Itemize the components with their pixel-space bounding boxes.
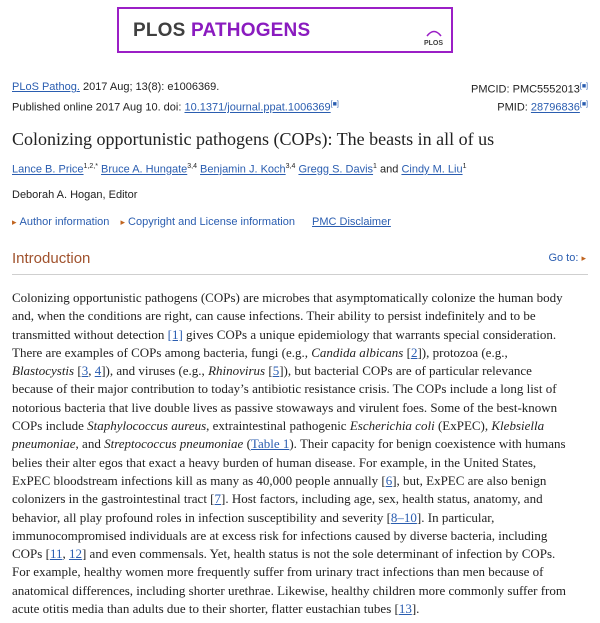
italic-term: Rhinovirus	[208, 363, 266, 379]
paragraph-text: ]), protozoa (e.g.,	[417, 344, 508, 360]
logo-plos-text: PLOS	[133, 20, 186, 41]
published-line	[12, 98, 339, 115]
paragraph-line	[12, 545, 590, 563]
copyright-license-toggle[interactable]: Copyright and License information	[128, 216, 295, 228]
paragraph-line	[12, 307, 590, 325]
italic-term: Staphylococcus aureus	[87, 418, 207, 434]
journal-banner[interactable]	[117, 7, 453, 53]
journal-logo	[133, 20, 310, 42]
author-affiliation-sup: 1,2,*	[83, 163, 98, 170]
external-link-icon: [■]	[579, 101, 588, 108]
paragraph-text: [	[74, 363, 82, 379]
paragraph-text: because of their major contribution to today’s antibiotic resistance crisis. The COPs include a long list of	[12, 381, 557, 397]
paragraph-text: transmitted without detection	[12, 326, 168, 342]
chevron-right-icon: ▸	[581, 253, 586, 263]
author-link[interactable]: Bruce A. Hungate	[101, 163, 188, 176]
reference-link[interactable]: Table 1	[250, 436, 290, 452]
italic-term: Escherichia coli	[349, 418, 435, 434]
paragraph-line	[12, 454, 590, 472]
italic-term: pneumoniae	[12, 436, 76, 452]
paragraph-text: colonizers in the gastrointestinal tract [	[12, 491, 215, 507]
reference-link[interactable]: 11	[49, 546, 63, 562]
author-information-toggle[interactable]: Author information	[19, 216, 110, 228]
external-link-icon: [■]	[579, 83, 588, 90]
pmid-link[interactable]: 28796836	[530, 101, 580, 114]
editor-line: Deborah A. Hogan, Editor	[12, 189, 138, 201]
paragraph-line	[12, 344, 590, 362]
paragraph-text: behavior, all play profound roles in infection susceptibility and severity [	[12, 509, 391, 525]
pmid-label: PMID:	[497, 101, 531, 114]
author-link[interactable]: Lance B. Price	[12, 163, 84, 176]
paragraph-text: [	[403, 344, 411, 360]
paragraph-text: There are examples of COPs among bacteria, fungi (e.g.,	[12, 344, 312, 360]
paragraph-text: ,	[62, 546, 69, 562]
journal-link[interactable]: PLoS Pathog.	[12, 81, 80, 93]
author-link[interactable]: Gregg S. Davis	[298, 163, 374, 176]
author-affiliation-sup: 1	[373, 163, 377, 170]
paragraph-line	[12, 380, 590, 398]
reference-link[interactable]: 12	[68, 546, 82, 562]
paragraph-text: COPs include	[12, 418, 88, 434]
reference-link[interactable]: 13	[398, 601, 412, 617]
paragraph-line	[12, 600, 590, 618]
authors-and-text: and	[380, 163, 399, 176]
paragraph-line	[12, 563, 590, 581]
expand-triangle-icon: ▸	[12, 217, 17, 227]
paragraph-text: gives COPs a unique epidemiology that warrants special consideration.	[182, 326, 557, 342]
reference-link[interactable]: 7	[214, 491, 222, 507]
article-title: Colonizing opportunistic pathogens (COPs): The beasts in all of us	[12, 129, 495, 149]
paragraph-text: ExPEC bloodstream infections kill as many as 40,000 people annually [	[12, 472, 386, 488]
italic-term: Candida albicans	[311, 344, 404, 360]
reference-link[interactable]: 2	[410, 344, 418, 360]
reference-link[interactable]: [1]	[167, 326, 183, 342]
goto-menu[interactable]	[548, 252, 586, 264]
paragraph-text: ]), and viruses (e.g.,	[101, 363, 209, 379]
author-link[interactable]: Cindy M. Liu	[401, 163, 463, 176]
reference-link[interactable]: 3	[81, 363, 89, 379]
paragraph-line	[12, 326, 590, 344]
paragraph-text: acute otitis media than adults due to their shorter, flatter eustachian tubes [	[12, 601, 399, 617]
pmc-disclaimer-link[interactable]: PMC Disclaimer	[312, 216, 391, 228]
italic-term: Blastocystis	[12, 363, 75, 379]
paragraph-text: [	[265, 363, 273, 379]
external-link-icon: [■]	[330, 101, 339, 108]
author-affiliation-sup: 3,4	[285, 163, 296, 170]
paragraph-text: , and	[75, 436, 105, 452]
paragraph-text: (	[243, 436, 251, 452]
paragraph-text: ].	[411, 601, 420, 617]
paragraph-text: ,	[88, 363, 95, 379]
paragraph-text: Colonizing opportunistic pathogens (COPs) are microbes that asymptomatically colonize the human body	[12, 290, 563, 305]
paragraph-text: (ExPEC),	[434, 418, 492, 434]
reference-link[interactable]: 4	[94, 363, 102, 379]
pmcid-line	[471, 80, 588, 97]
author-affiliation-sup: 1	[462, 163, 467, 170]
italic-term: Klebsiella	[491, 418, 545, 434]
paragraph-text: immunocompromised individuals are at excess risk for infections caused by diverse bacteria, including	[12, 527, 548, 543]
reference-link[interactable]: 8–10	[390, 509, 417, 525]
pmcid-text: PMCID: PMC5552013	[471, 83, 580, 96]
citation-text: 2017 Aug; 13(8): e1006369.	[82, 81, 220, 93]
plos-mini-logo-icon	[426, 29, 442, 37]
paragraph-line	[12, 289, 590, 307]
paragraph-line	[12, 582, 590, 600]
section-heading-introduction: Introduction	[12, 250, 91, 267]
paragraph-line	[12, 490, 590, 508]
author-affiliation-sup: 3,4	[187, 163, 197, 170]
paragraph-line	[12, 435, 590, 453]
published-text: Published online 2017 Aug 10. doi:	[12, 101, 185, 114]
introduction-paragraph	[12, 289, 590, 618]
logo-pathogens-text: PATHOGENS	[191, 20, 311, 41]
article-actions	[12, 216, 391, 228]
paragraph-text: COPs [	[12, 546, 50, 562]
paragraph-text: ]), but bacterial COPs are of particular relevance	[279, 363, 532, 379]
expand-triangle-icon: ▸	[120, 217, 126, 227]
goto-label[interactable]: Go to:	[548, 252, 579, 264]
doi-link[interactable]: 10.1371/journal.ppat.1006369	[184, 101, 331, 114]
paragraph-line	[12, 417, 590, 435]
author-link[interactable]: Benjamin J. Koch	[200, 163, 286, 176]
paragraph-line	[12, 527, 590, 545]
paragraph-line	[12, 472, 590, 490]
citation-line	[12, 80, 219, 94]
paragraph-text: ], but, ExPEC are also benign	[392, 472, 547, 488]
paragraph-text: ] and even commensals. Yet, health status is not the sole determinant of infection by COPs.	[81, 546, 556, 562]
paragraph-text: ]. Host factors, including age, sex, health status, anatomy, and	[221, 491, 543, 507]
paragraph-text: ]. In particular,	[416, 509, 495, 525]
paragraph-text: For example, healthy women more frequently suffer from urinary tract infections than men because of	[12, 564, 544, 580]
paragraph-text: notorious bacteria that live double lives as passive stowaways and virulent foes. Some of the best-known	[12, 399, 558, 415]
paragraph-text: ). Their capacity for benign coexistence with humans	[289, 436, 566, 452]
italic-term: Streptococcus pneumoniae	[104, 436, 244, 452]
author-list	[12, 163, 466, 176]
section-divider	[12, 274, 588, 275]
paragraph-line	[12, 509, 590, 527]
paragraph-text: anatomical differences, including shorter urethrae. Likewise, healthy children more commonly suffer from	[12, 582, 566, 598]
reference-link[interactable]: 5	[272, 363, 280, 379]
plos-mini-label: PLOS	[423, 40, 443, 47]
paragraph-line	[12, 399, 590, 417]
pmid-line	[497, 98, 588, 115]
paragraph-line	[12, 362, 590, 380]
reference-link[interactable]: 6	[385, 472, 393, 488]
paragraph-text: belies their alter egos that exact a heavy burden of human disease. For example, in the United States,	[12, 454, 537, 470]
paragraph-text: , extraintestinal pathogenic	[206, 418, 350, 434]
paragraph-text: and, when the conditions are right, can cause infections. Their ability to persist indefinitely and to be	[12, 308, 536, 324]
